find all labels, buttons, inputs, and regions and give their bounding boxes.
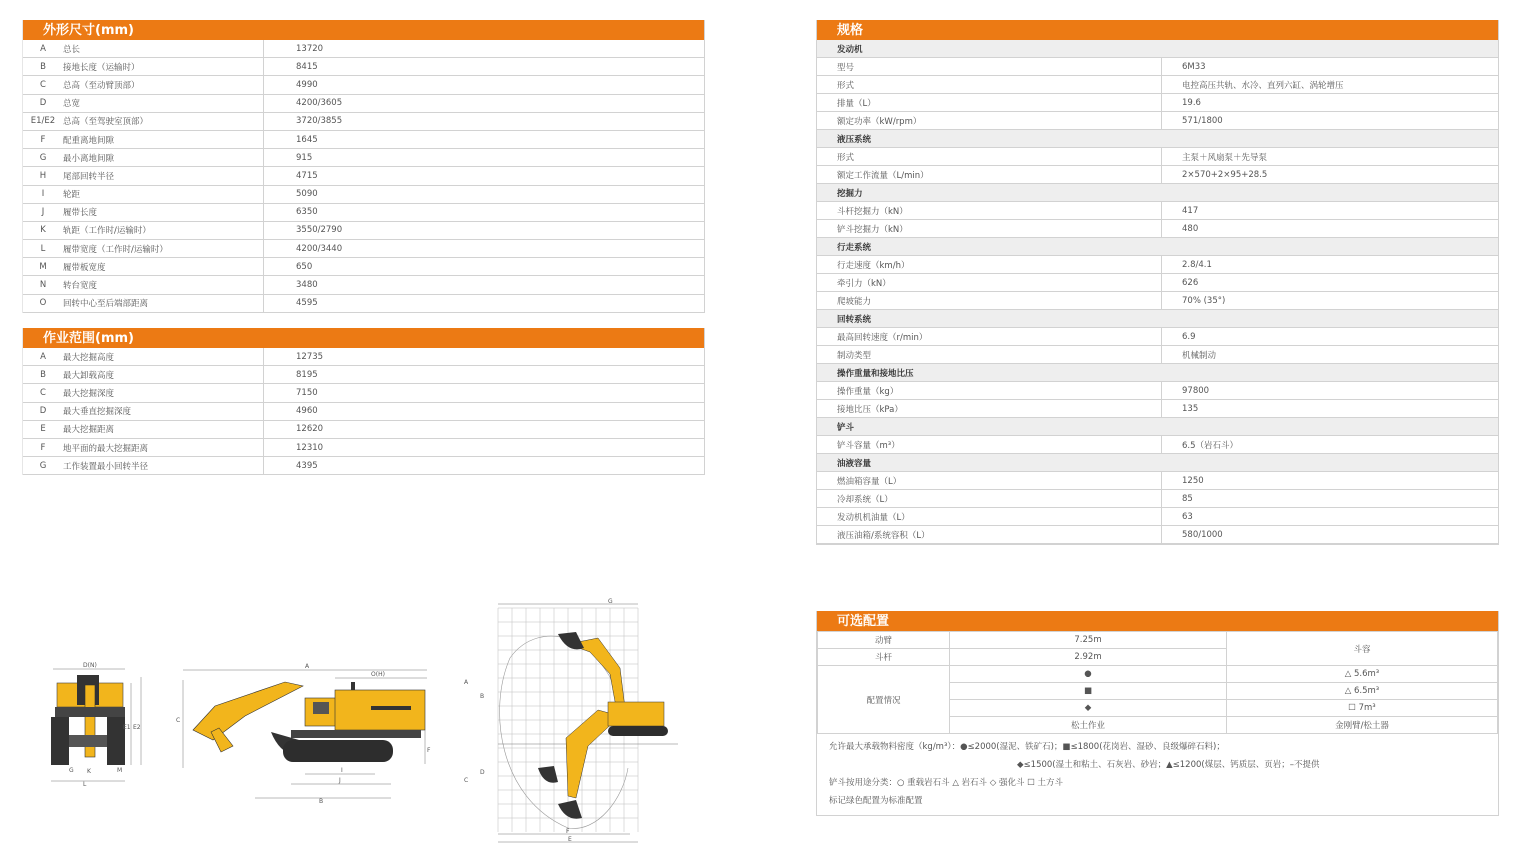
spec-row <box>817 220 1498 238</box>
dimension-letter: B <box>23 58 63 76</box>
range-label: F <box>566 828 570 835</box>
range-label: G <box>608 598 613 605</box>
spec-label: 型号 <box>817 58 1162 76</box>
dimension-label: 履带板宽度 <box>63 258 264 276</box>
working-range-row <box>23 384 704 402</box>
working-range-title: 作业范围(mm) <box>23 328 704 348</box>
spec-group-name: 操作重量和接地比压 <box>817 364 1498 382</box>
spec-value: 主泵＋风扇泵＋先导泵 <box>1162 148 1499 166</box>
dimension-row <box>23 258 704 276</box>
dimension-letter: F <box>23 130 63 148</box>
working-range-letter: B <box>23 366 63 384</box>
working-range-letter: C <box>23 384 63 402</box>
dimension-row <box>23 130 704 148</box>
dimension-letter: H <box>23 167 63 185</box>
spec-label: 液压油箱/系统容积（L） <box>817 526 1162 544</box>
dimension-value: 3550/2790 <box>264 221 705 239</box>
range-label: E <box>568 836 572 843</box>
spec-label: 燃油箱容量（L） <box>817 472 1162 490</box>
spec-group-header <box>817 184 1498 202</box>
working-range-letter: E <box>23 420 63 438</box>
spec-value: 85 <box>1162 490 1499 508</box>
dimension-letter: D <box>23 94 63 112</box>
dimension-value: 4200/3440 <box>264 240 705 258</box>
spec-label: 铲斗容量（m³） <box>817 436 1162 454</box>
spec-group-header <box>817 40 1498 58</box>
density-symbol: ■ <box>950 683 1227 700</box>
working-range-panel <box>22 328 705 475</box>
range-label: C <box>464 777 469 784</box>
density-symbol: ◆ <box>950 700 1227 717</box>
specs-title: 规格 <box>817 20 1498 40</box>
front-label: E2 <box>133 724 141 731</box>
spec-row <box>817 148 1498 166</box>
spec-group-name: 铲斗 <box>817 418 1498 436</box>
dimension-label: 履带宽度（工作时/运输时） <box>63 240 264 258</box>
dimension-letter: G <box>23 149 63 167</box>
dimension-row <box>23 76 704 94</box>
side-label: I <box>341 767 343 774</box>
arm-label: 斗杆 <box>818 649 950 666</box>
dimension-value: 650 <box>264 258 705 276</box>
spec-value: 机械制动 <box>1162 346 1499 364</box>
side-label: C <box>176 717 181 724</box>
options-table <box>817 631 1498 734</box>
spec-label: 操作重量（kg） <box>817 382 1162 400</box>
dimension-value: 1645 <box>264 130 705 148</box>
dimension-value: 8415 <box>264 58 705 76</box>
spec-label: 形式 <box>817 76 1162 94</box>
dimension-row <box>23 185 704 203</box>
density-symbol: ● <box>950 666 1227 683</box>
dimension-label: 回转中心至后端部距离 <box>63 294 264 312</box>
dimension-letter: N <box>23 276 63 294</box>
front-label: K <box>87 768 91 775</box>
bucket-capacity-label: 斗容 <box>1227 632 1498 666</box>
working-range-label: 工作装置最小回转半径 <box>63 457 264 475</box>
front-label: D(N) <box>83 662 97 669</box>
spec-group-name: 发动机 <box>817 40 1498 58</box>
spec-value: 6.5（岩石斗） <box>1162 436 1499 454</box>
footer-left: 松土作业 <box>950 717 1227 734</box>
spec-group-header <box>817 454 1498 472</box>
spec-label: 排量（L） <box>817 94 1162 112</box>
spec-value: 电控高压共轨、水冷、直列六缸、涡轮增压 <box>1162 76 1499 94</box>
spec-group-name: 油液容量 <box>817 454 1498 472</box>
side-label: F <box>427 747 431 754</box>
dimension-label: 转台宽度 <box>63 276 264 294</box>
bucket-cap: △ 5.6m³ <box>1227 666 1498 683</box>
front-label: E1 <box>123 724 131 731</box>
spec-value: 417 <box>1162 202 1499 220</box>
dimension-letter: J <box>23 203 63 221</box>
spec-value: 6.9 <box>1162 328 1499 346</box>
spec-row <box>817 256 1498 274</box>
dimension-label: 配重离地间隙 <box>63 130 264 148</box>
front-label: L <box>83 781 87 788</box>
dimension-label: 总高（至动臂顶部） <box>63 76 264 94</box>
dimension-letter: L <box>23 240 63 258</box>
spec-row <box>817 490 1498 508</box>
working-range-label: 最大挖掘距离 <box>63 420 264 438</box>
dimension-value: 5090 <box>264 185 705 203</box>
working-range-letter: F <box>23 438 63 456</box>
spec-label: 牵引力（kN） <box>817 274 1162 292</box>
dimension-label: 接地长度（运输时） <box>63 58 264 76</box>
spec-group-name: 液压系统 <box>817 130 1498 148</box>
spec-value: 571/1800 <box>1162 112 1499 130</box>
spec-row <box>817 526 1498 544</box>
spec-label: 形式 <box>817 148 1162 166</box>
dimension-letter: M <box>23 258 63 276</box>
options-title: 可选配置 <box>817 611 1498 631</box>
dimensions-table <box>23 40 704 313</box>
options-panel <box>816 611 1499 816</box>
spec-value: 480 <box>1162 220 1499 238</box>
dimension-letter: C <box>23 76 63 94</box>
spec-row <box>817 328 1498 346</box>
spec-value: 2.8/4.1 <box>1162 256 1499 274</box>
boom-value: 7.25m <box>950 632 1227 649</box>
dimension-value: 4990 <box>264 76 705 94</box>
dimension-letter: I <box>23 185 63 203</box>
spec-row <box>817 94 1498 112</box>
working-range-label: 地平面的最大挖掘距离 <box>63 438 264 456</box>
working-range-label: 最大挖掘深度 <box>63 384 264 402</box>
dimension-label: 尾部回转半径 <box>63 167 264 185</box>
dimension-row <box>23 40 704 58</box>
side-label: O(H) <box>371 671 385 678</box>
working-range-letter: G <box>23 457 63 475</box>
front-view-drawing <box>45 655 155 790</box>
working-range-label: 最大卸载高度 <box>63 366 264 384</box>
working-range-row <box>23 348 704 366</box>
working-range-row <box>23 457 704 475</box>
front-label: G <box>69 767 74 774</box>
dimension-row <box>23 203 704 221</box>
dimension-value: 3480 <box>264 276 705 294</box>
spec-value: 580/1000 <box>1162 526 1499 544</box>
boom-label: 动臂 <box>818 632 950 649</box>
spec-row <box>817 472 1498 490</box>
spec-group-header <box>817 364 1498 382</box>
spec-value: 2×570+2×95+28.5 <box>1162 166 1499 184</box>
dimension-row <box>23 276 704 294</box>
dimension-row <box>23 294 704 312</box>
working-range-drawing <box>458 598 688 847</box>
spec-row <box>817 436 1498 454</box>
spec-label: 冷却系统（L） <box>817 490 1162 508</box>
dimension-label: 履带长度 <box>63 203 264 221</box>
bucket-cap: ☐ 7m³ <box>1227 700 1498 717</box>
spec-value: 19.6 <box>1162 94 1499 112</box>
spec-label: 最高回转速度（r/min） <box>817 328 1162 346</box>
dimension-value: 13720 <box>264 40 705 58</box>
working-range-label: 最大挖掘高度 <box>63 348 264 366</box>
working-range-row <box>23 402 704 420</box>
working-range-row <box>23 420 704 438</box>
dimension-value: 4715 <box>264 167 705 185</box>
arm-value: 2.92m <box>950 649 1227 666</box>
specs-table <box>817 40 1498 544</box>
spec-value: 70% (35°) <box>1162 292 1499 310</box>
spec-value: 6M33 <box>1162 58 1499 76</box>
dimensions-panel <box>22 20 705 313</box>
dimension-row <box>23 167 704 185</box>
range-label: A <box>464 679 469 686</box>
working-range-value: 12310 <box>264 438 705 456</box>
spec-row <box>817 292 1498 310</box>
spec-label: 行走速度（km/h） <box>817 256 1162 274</box>
spec-group-header <box>817 418 1498 436</box>
dimension-value: 3720/3855 <box>264 112 705 130</box>
spec-group-header <box>817 238 1498 256</box>
spec-value: 1250 <box>1162 472 1499 490</box>
dimension-label: 轨距（工作时/运输时） <box>63 221 264 239</box>
spec-row <box>817 58 1498 76</box>
dimension-label: 最小离地间隙 <box>63 149 264 167</box>
spec-row <box>817 346 1498 364</box>
dimension-letter: E1/E2 <box>23 112 63 130</box>
spec-label: 斗杆挖掘力（kN） <box>817 202 1162 220</box>
spec-row <box>817 76 1498 94</box>
working-range-value: 12735 <box>264 348 705 366</box>
spec-row <box>817 400 1498 418</box>
dimension-value: 915 <box>264 149 705 167</box>
note-standard: 标记绿色配置为标准配置 <box>829 796 923 806</box>
spec-row <box>817 382 1498 400</box>
dimension-row <box>23 112 704 130</box>
spec-group-name: 挖掘力 <box>817 184 1498 202</box>
range-label: B <box>480 693 485 700</box>
spec-row <box>817 166 1498 184</box>
working-range-value: 8195 <box>264 366 705 384</box>
spec-group-header <box>817 130 1498 148</box>
dimension-label: 总高（至驾驶室顶部） <box>63 112 264 130</box>
front-label: M <box>117 767 123 774</box>
spec-group-name: 行走系统 <box>817 238 1498 256</box>
spec-value: 97800 <box>1162 382 1499 400</box>
side-view-drawing <box>175 660 435 805</box>
working-range-label: 最大垂直挖掘深度 <box>63 402 264 420</box>
dimension-row <box>23 58 704 76</box>
side-label: B <box>319 798 324 805</box>
dimension-value: 4595 <box>264 294 705 312</box>
working-range-letter: D <box>23 402 63 420</box>
dimension-letter: O <box>23 294 63 312</box>
working-range-value: 12620 <box>264 420 705 438</box>
dimension-row <box>23 221 704 239</box>
working-range-value: 7150 <box>264 384 705 402</box>
note-bucket-types: 铲斗按用途分类：○ 重载岩石斗 △ 岩石斗 ◇ 强化斗 ☐ 土方斗 <box>829 778 1064 788</box>
note-density-2: ◆≤1500(湿土和粘土、石灰岩、砂岩；▲≤1200(煤层、钙质层、页岩；–不提供 <box>1017 760 1320 770</box>
dimension-label: 总长 <box>63 40 264 58</box>
dimensions-title: 外形尺寸(mm) <box>23 20 704 40</box>
spec-label: 额定工作流量（L/min） <box>817 166 1162 184</box>
bucket-cap: △ 6.5m³ <box>1227 683 1498 700</box>
dimension-value: 6350 <box>264 203 705 221</box>
spec-row <box>817 274 1498 292</box>
spec-value: 626 <box>1162 274 1499 292</box>
spec-label: 爬坡能力 <box>817 292 1162 310</box>
specs-panel <box>816 20 1499 545</box>
working-range-value: 4395 <box>264 457 705 475</box>
spec-label: 发动机机油量（L） <box>817 508 1162 526</box>
spec-group-name: 回转系统 <box>817 310 1498 328</box>
dimension-letter: A <box>23 40 63 58</box>
dimension-value: 4200/3605 <box>264 94 705 112</box>
dimension-label: 总宽 <box>63 94 264 112</box>
config-label: 配置情况 <box>818 666 950 734</box>
dimension-letter: K <box>23 221 63 239</box>
working-range-table <box>23 348 704 475</box>
spec-label: 额定功率（kW/rpm） <box>817 112 1162 130</box>
spec-value: 135 <box>1162 400 1499 418</box>
dimension-row <box>23 149 704 167</box>
spec-label: 接地比压（kPa） <box>817 400 1162 418</box>
dimension-label: 轮距 <box>63 185 264 203</box>
side-label: J <box>339 777 341 784</box>
working-range-letter: A <box>23 348 63 366</box>
spec-value: 63 <box>1162 508 1499 526</box>
spec-label: 制动类型 <box>817 346 1162 364</box>
working-range-row <box>23 366 704 384</box>
spec-label: 铲斗挖掘力（kN） <box>817 220 1162 238</box>
side-label: A <box>305 663 310 670</box>
range-label: D <box>480 769 485 776</box>
note-density-1: 允许最大承载物料密度（kg/m³）：●≤2000(湿泥、铁矿石)；■≤1800(花岗岩、湿砂、良级爆碎石料)； <box>829 742 1225 752</box>
dimension-row <box>23 94 704 112</box>
spec-group-header <box>817 310 1498 328</box>
spec-row <box>817 508 1498 526</box>
dimension-row <box>23 240 704 258</box>
spec-row <box>817 112 1498 130</box>
working-range-row <box>23 438 704 456</box>
working-range-value: 4960 <box>264 402 705 420</box>
spec-row <box>817 202 1498 220</box>
footer-right: 金刚臂/松土器 <box>1227 717 1498 734</box>
